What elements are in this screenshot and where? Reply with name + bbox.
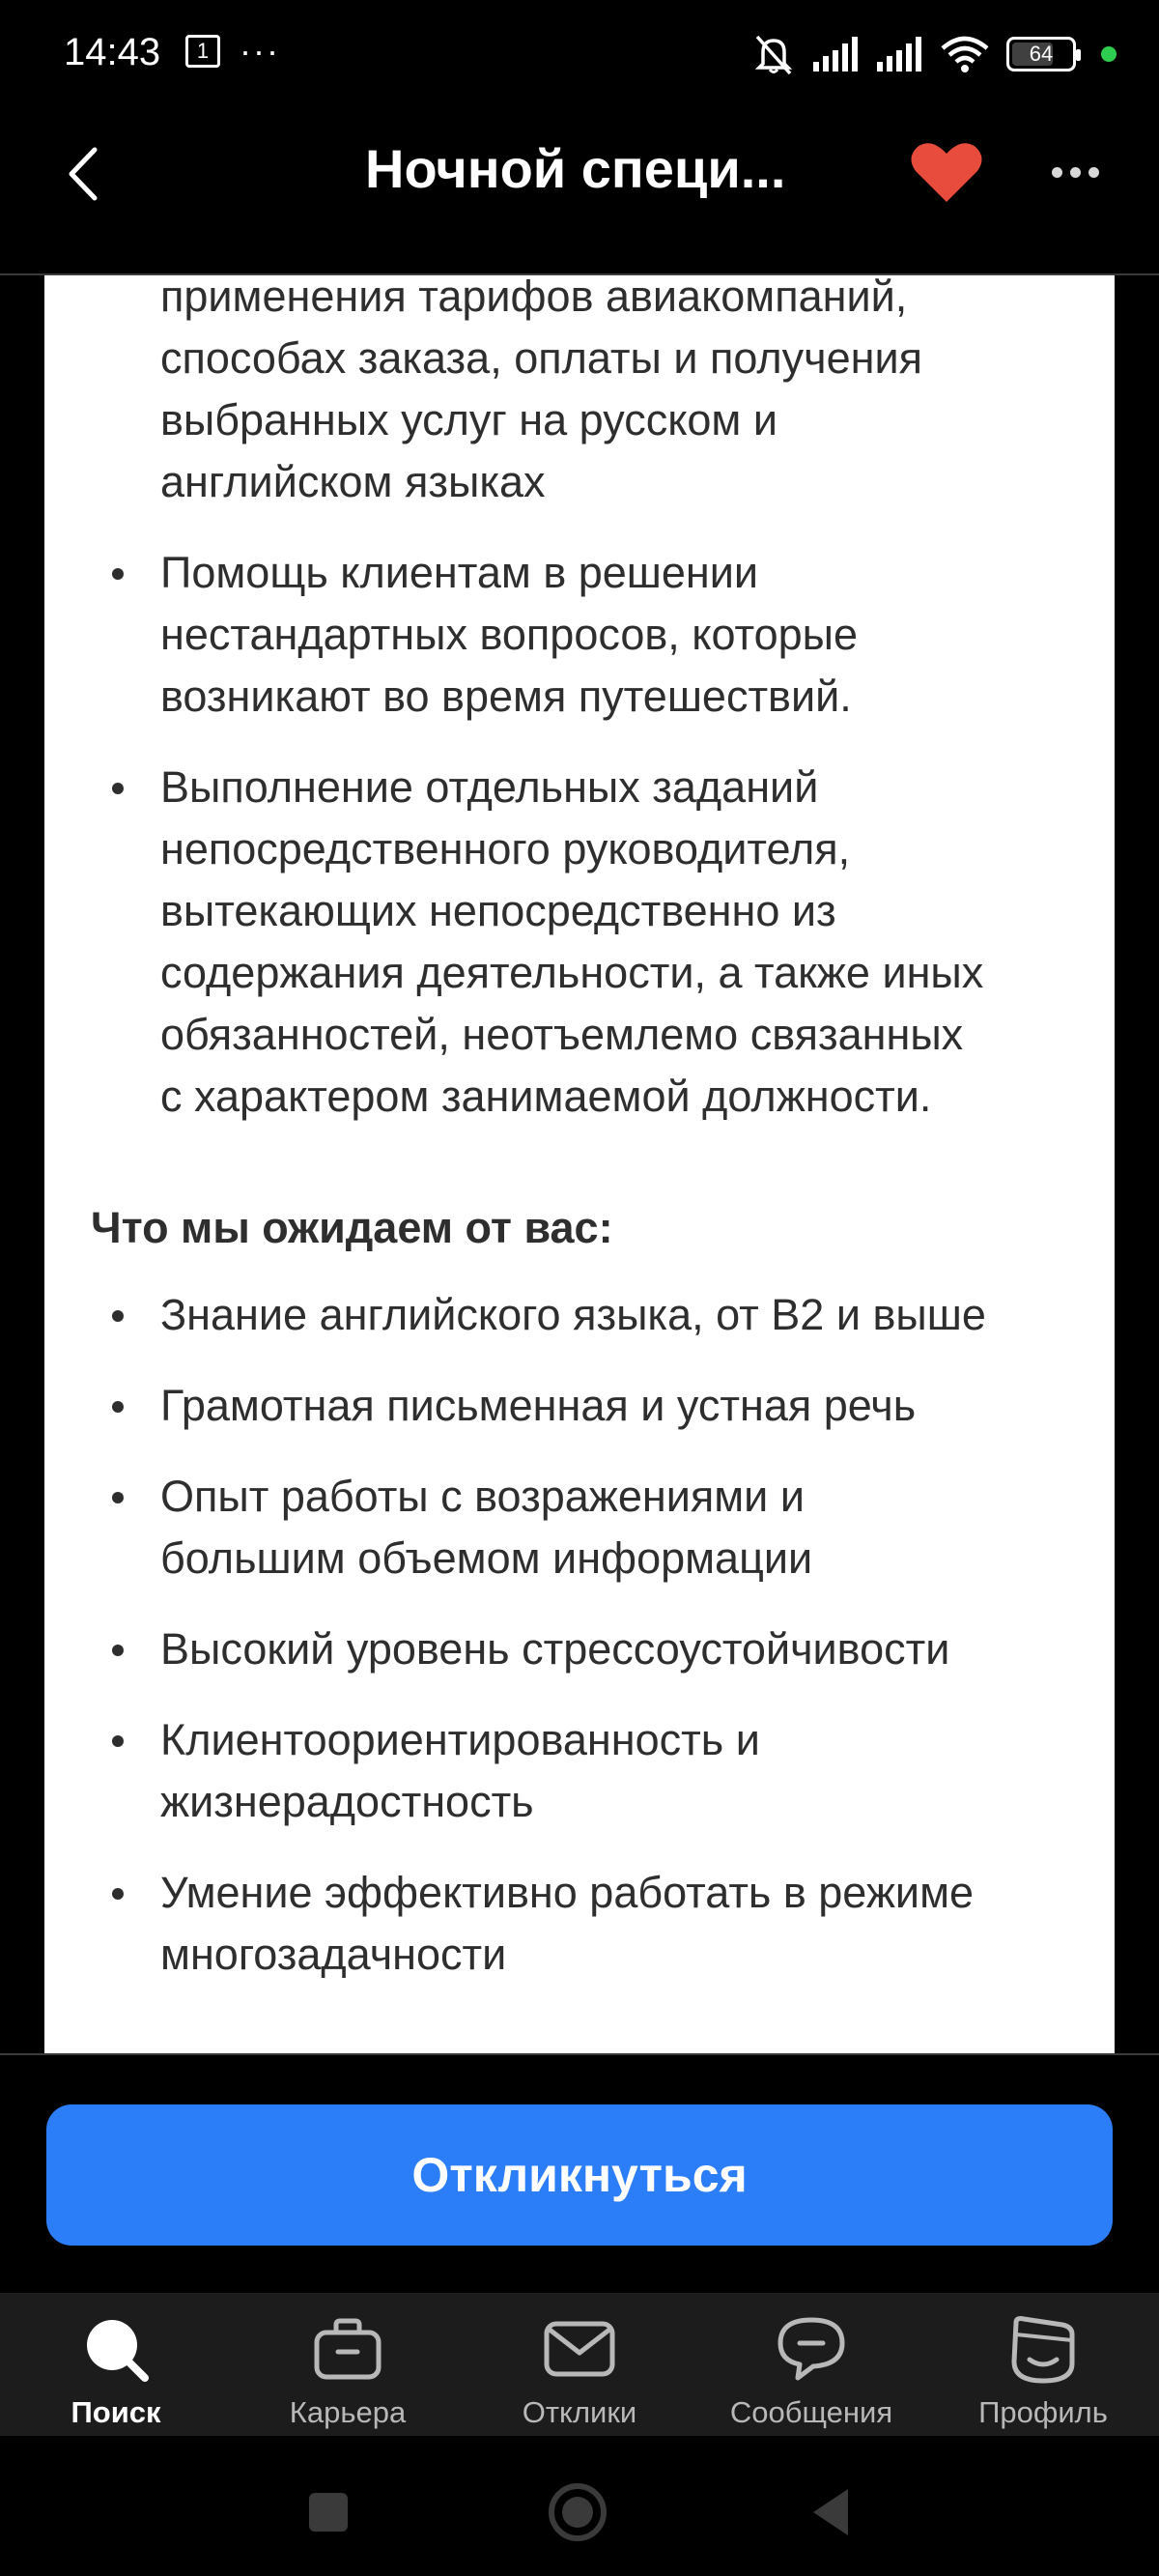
- list-item: [44, 1466, 1115, 1589]
- more-options-button[interactable]: [1043, 133, 1107, 211]
- bullet-icon: [112, 1888, 124, 1900]
- list-item: [44, 1284, 1115, 1346]
- system-navigation-bar: [0, 2436, 1159, 2576]
- wifi-icon: [939, 35, 991, 73]
- more-notifications-icon: ···: [240, 31, 280, 71]
- profile-face-icon: [1004, 2312, 1082, 2386]
- list-item: [44, 1375, 1115, 1437]
- section-heading: Что мы ожидаем от вас:: [91, 1203, 613, 1252]
- list-item: [44, 757, 1115, 1128]
- home-button[interactable]: [544, 2478, 611, 2546]
- list-item: [44, 1862, 1115, 1986]
- list-item-text: Опыт работы с возражениями и большим объемом информации: [160, 1472, 813, 1583]
- bullet-icon: [112, 783, 124, 794]
- battery-fill: [1012, 43, 1053, 66]
- list-item-text: Клиентоориентированность и жизнерадостность: [160, 1715, 760, 1826]
- tab-career[interactable]: [232, 2293, 464, 2436]
- tab-label: Профиль: [978, 2395, 1108, 2429]
- tab-profile[interactable]: [927, 2293, 1159, 2436]
- list-item-text: Грамотная письменная и устная речь: [160, 1381, 917, 1430]
- dot-icon: [1088, 167, 1099, 178]
- briefcase-icon: [309, 2312, 386, 2386]
- circle-icon: [547, 2481, 608, 2543]
- tab-label: Поиск: [71, 2395, 161, 2429]
- status-right-icons: [751, 33, 1117, 75]
- tab-label: Отклики: [522, 2395, 637, 2429]
- responsibilities-list: [44, 275, 1115, 1157]
- list-item: [44, 275, 1115, 513]
- search-icon: [77, 2312, 155, 2386]
- green-dot-indicator: [1101, 46, 1117, 62]
- list-item-text: Помощь клиентам в решении нестандартных вопросов, которые возникают во время путешествий.: [160, 548, 859, 721]
- dot-icon: [1070, 167, 1081, 178]
- heart-icon: [910, 140, 983, 204]
- muted-bell-icon: [751, 33, 796, 75]
- app-header: [0, 106, 1159, 275]
- chat-bubble-icon: [773, 2312, 850, 2386]
- list-item-text: Выполнение отдельных заданий непосредственного руководителя, вытекающих непосредственно из содержания деятельности, а также иных обязанностей, неотъемлемо связанных с характером занимаемой должности.: [160, 762, 984, 1121]
- signal-2-icon: [875, 35, 923, 73]
- back-button[interactable]: [54, 135, 112, 213]
- respond-button[interactable]: Откликнуться: [46, 2104, 1113, 2246]
- battery-level: 64: [1029, 42, 1054, 66]
- list-item-text: Умение эффективно работать в режиме многозадачности: [160, 1868, 975, 1979]
- tab-responses[interactable]: [464, 2293, 695, 2436]
- status-bar: [0, 0, 1159, 106]
- bullet-icon: [112, 1401, 124, 1413]
- square-icon: [307, 2491, 350, 2533]
- bullet-icon: [112, 1645, 124, 1656]
- tab-label: Сообщения: [729, 2395, 893, 2429]
- expectations-list: [44, 1284, 1115, 2015]
- sim-card-icon: 1: [185, 35, 220, 68]
- bullet-icon: [112, 1735, 124, 1747]
- bullet-icon: [112, 568, 124, 580]
- bullet-icon: [112, 1310, 124, 1322]
- tab-messages[interactable]: [695, 2293, 927, 2436]
- list-item-text: Знание английского языка, от В2 и выше: [160, 1290, 986, 1339]
- bottom-tab-bar: [0, 2293, 1159, 2436]
- favorite-button[interactable]: [908, 133, 985, 211]
- list-item: [44, 1709, 1115, 1833]
- dot-icon: [1052, 167, 1062, 178]
- battery-icon: [1006, 37, 1076, 72]
- tab-search[interactable]: [0, 2293, 232, 2436]
- chevron-left-icon: [66, 146, 100, 202]
- action-area: [0, 2053, 1159, 2293]
- list-item: [44, 542, 1115, 728]
- triangle-back-icon: [809, 2487, 852, 2537]
- status-left-icons: [185, 31, 280, 71]
- list-item-text: применения тарифов авиакомпаний, способах заказа, оплаты и получения выбранных услуг на русском и английском языках: [160, 275, 922, 506]
- status-time: 14:43: [64, 31, 161, 73]
- page-title: Ночной специ...: [365, 138, 786, 199]
- bullet-icon: [112, 1492, 124, 1503]
- back-nav-button[interactable]: [797, 2478, 864, 2546]
- signal-1-icon: [811, 35, 860, 73]
- tab-label: Карьера: [289, 2395, 407, 2429]
- vacancy-description[interactable]: [44, 275, 1115, 2053]
- envelope-icon: [541, 2312, 618, 2386]
- list-item-text: Высокий уровень стрессоустойчивости: [160, 1624, 950, 1674]
- recent-apps-button[interactable]: [295, 2478, 362, 2546]
- list-item: [44, 1618, 1115, 1680]
